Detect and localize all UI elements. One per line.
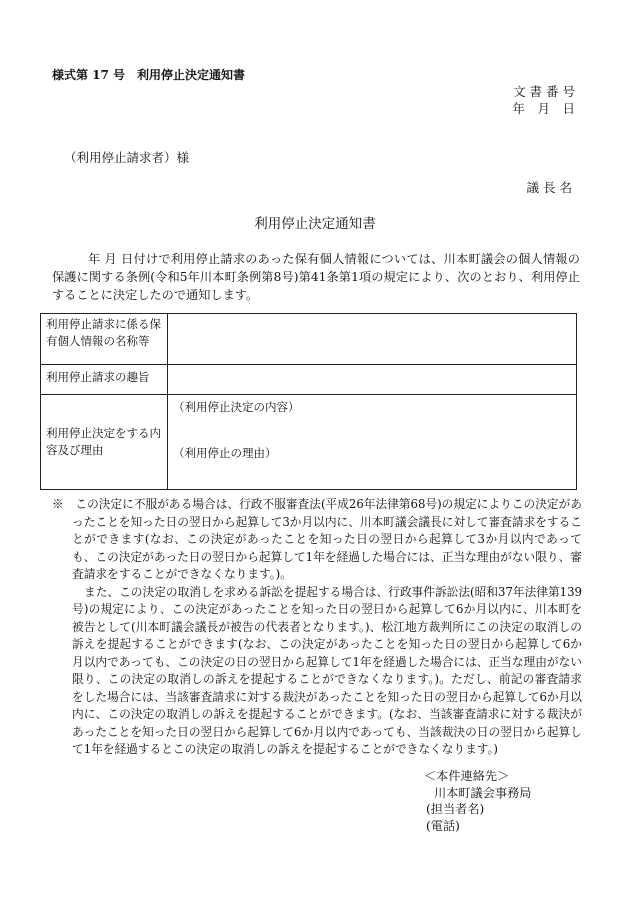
appeal-note xyxy=(52,496,582,759)
sender-name: 議 長 名 xyxy=(526,180,572,195)
contact-phone: (電話) xyxy=(426,818,460,833)
table-row xyxy=(41,314,577,365)
document-number: 文 書 番 号 xyxy=(513,84,575,99)
decision-content-label: （利用停止決定の内容） xyxy=(173,400,300,414)
document-number-block xyxy=(512,83,575,117)
row-value-info-name xyxy=(168,314,577,365)
row-label-decision-reason: 利用停止決定をする内容及び理由 xyxy=(41,395,168,490)
decision-table xyxy=(40,313,577,490)
row-value-request-purpose xyxy=(168,365,577,395)
table-row xyxy=(41,395,577,490)
form-number: 様式第 17 号 利用停止決定通知書 xyxy=(52,68,246,82)
row-label-info-name: 利用停止請求に係る保有個人情報の名称等 xyxy=(41,314,168,365)
table-row xyxy=(41,365,577,395)
contact-block xyxy=(424,768,532,834)
row-value-decision-reason xyxy=(168,395,577,490)
document-date: 年 月 日 xyxy=(512,101,575,116)
contact-heading: ＜本件連絡先＞ xyxy=(424,769,510,783)
addressee: （利用停止請求者）様 xyxy=(64,150,190,165)
contact-person: (担当者名) xyxy=(426,802,485,816)
body-paragraph: 年 月 日付けで利用停止請求のあった保有個人情報については、川本町議会の個人情報の保護に関する条例(令和5年川本町条例第8号)第41条第1項の規定により、次のとおり、利用停止することに決定したので通知します。 xyxy=(52,252,580,302)
note-paragraph-lawsuit: また、この決定の取消しを求める訴訟を提起する場合は、行政事件訴訟法(昭和37年法律第139号)の規定により、この決定があったことを知った日の翌日から起算して6か月以内に、川本町を被告として(川本町議会議長が被告の代表者となります。)、松江地方裁判所にこの決定の取消しの訴えを提起することができます(なお、この決定があったことを知った日の翌日から起算して6か月以内であっても、この決定の日の翌日から起算して1年を経過した場合には、正当な理由がない限り、この決定の取消しの訴えを提起することができなくなります。)。ただし、前記の審査請求をした場合には、当該審査請求に対する裁決があったことを知った日の翌日から起算して6か月以内に、この決定の取消しの訴えを提起することができます。(なお、当該審査請求に対する裁決があったことを知った日の翌日から起算して6か月以内であっても、当該裁決の日の翌日から起算して1年を経過するとこの決定の取消しの訴えを提起することができなくなります。) xyxy=(72,584,582,756)
row-label-request-purpose: 利用停止請求の趣旨 xyxy=(41,365,168,395)
note-paragraph-review: ※ この決定に不服がある場合は、行政不服審査法(平成26年法律第68号)の規定によりこの決定があったことを知った日の翌日から起算して3か月以内に、川本町議会議長に対して審査請求をすることができます(なお、この決定があったことを知った日の翌日から起算して3か月以内であっても、この決定があった日の翌日から起算して1年を経過した場合には、正当な理由がない限り、審査請求をすることができなくなります。)。 xyxy=(52,497,582,581)
document-title: 利用停止決定通知書 xyxy=(254,216,376,232)
contact-department: 川本町議会事務局 xyxy=(434,785,532,800)
decision-reason-label: （利用停止の理由） xyxy=(173,446,277,460)
